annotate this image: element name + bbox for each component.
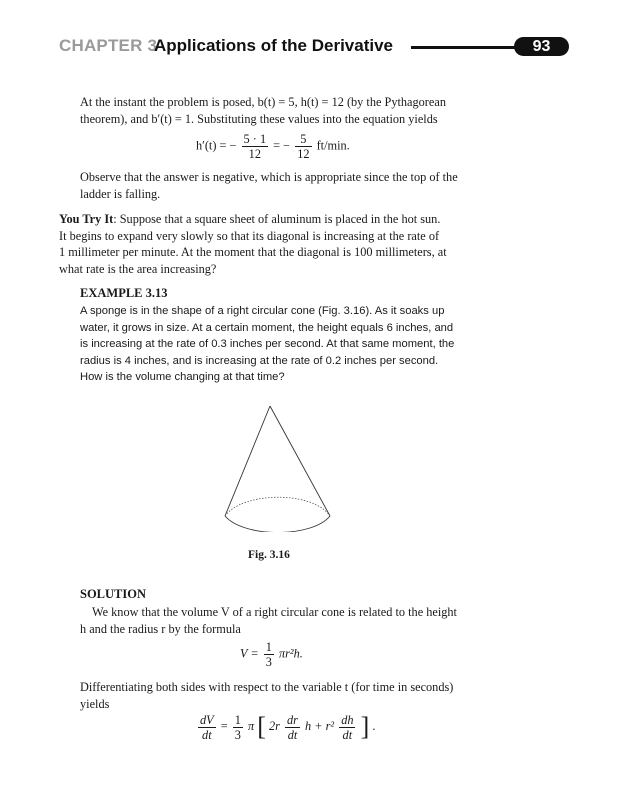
eq1-den1: 12	[242, 146, 269, 161]
eq3-two-r: 2r	[269, 718, 280, 733]
example-line-1: A sponge is in the shape of a right circular cone (Fig. 3.16). As it soaks up	[80, 305, 445, 317]
eq3-num-one: 1	[234, 712, 241, 727]
example-line-3: is increasing at the rate of 0.3 inches per second. At that same moment, the	[80, 338, 455, 350]
eq1-mid: = −	[273, 138, 291, 153]
observe-line-2: ladder is falling.	[80, 186, 161, 201]
eq3-den-three: 3	[234, 727, 241, 742]
eq2-den: 3	[265, 655, 272, 669]
example-line-2: water, it grows in size. At a certain moment, the height equals 6 inches, and	[80, 321, 454, 334]
solution-line-1: We know that the volume V of a right circular cone is related to the height	[92, 605, 457, 619]
diff-line-1: Differentiating both sides with respect to the variable t (for time in seconds)	[80, 680, 454, 694]
eq1-unit: ft/min.	[316, 138, 350, 153]
intro-line-2: theorem), and b′(t) = 1. Substituting these values into the equation yields	[80, 111, 438, 126]
eq3-end: .	[372, 718, 376, 733]
observe-line-1: Observe that the answer is negative, which is appropriate since the top of the	[80, 170, 458, 184]
observe-paragraph	[80, 169, 496, 202]
example-heading: EXAMPLE 3.13	[80, 286, 168, 300]
example-paragraph	[80, 303, 476, 386]
equation-derivative	[196, 712, 375, 742]
solution-line-2: h and the radius r by the formula	[80, 621, 241, 636]
you-try-label: You Try It	[59, 212, 114, 226]
cone-left-edge	[225, 406, 270, 516]
eq1-num2: 5	[300, 132, 307, 146]
eq1-fraction-1	[242, 132, 269, 161]
eq1-den2: 12	[297, 147, 310, 161]
figure-caption: Fig. 3.16	[248, 549, 290, 561]
eq3-dv-dt	[198, 713, 216, 742]
eq3-den-dt: dt	[198, 727, 216, 742]
eq3-h-plus: h + r²	[305, 718, 335, 733]
page-header	[59, 36, 569, 60]
eq3-den-dt3: dt	[339, 727, 355, 742]
cone-base-back	[225, 497, 330, 516]
page-number: 93	[514, 37, 569, 56]
eq3-num-dv: dV	[200, 712, 214, 727]
example-line-4: radius is 4 inches, and is increasing at the rate of 0.2 inches per second.	[80, 354, 439, 367]
cone-base-front	[225, 516, 330, 532]
eq2-rhs: πr²h.	[278, 646, 303, 661]
you-try-line-1	[59, 211, 496, 228]
equation-h-prime	[196, 132, 350, 161]
eq2-fraction	[264, 640, 274, 669]
example-line-5: How is the volume changing at that time?	[80, 371, 285, 383]
eq1-lhs: h′(t) = −	[196, 138, 237, 153]
diff-line-2: yields	[80, 696, 110, 711]
you-try-line-4: what rate is the area increasing?	[59, 261, 217, 276]
eq2-lhs: V =	[240, 646, 259, 661]
eq3-dh-dt	[339, 713, 355, 742]
chapter-label: CHAPTER 3	[59, 36, 158, 55]
eq1-num1: 5 · 1	[243, 132, 267, 146]
eq3-open-bracket: [	[257, 712, 266, 741]
eq3-equals: =	[220, 718, 228, 733]
intro-paragraph	[80, 94, 496, 127]
you-try-it-paragraph	[59, 211, 496, 277]
equation-volume	[240, 640, 303, 669]
header-rule	[411, 46, 521, 49]
eq3-close-bracket: ]	[360, 712, 370, 741]
chapter-title: Applications of the Derivative	[154, 36, 393, 55]
eq3-dr-dt	[285, 713, 300, 742]
differentiate-paragraph	[80, 679, 496, 712]
solution-paragraph	[80, 604, 496, 637]
you-try-line-3: 1 millimeter per minute. At the moment that the diagonal is 100 millimeters, at	[59, 245, 447, 259]
eq3-one-third	[233, 713, 243, 742]
you-try-line-1-text: : Suppose that a square sheet of aluminum is placed in the hot sun.	[113, 212, 441, 226]
eq2-num: 1	[265, 640, 272, 654]
solution-heading: SOLUTION	[80, 587, 146, 601]
eq1-fraction-2	[295, 132, 311, 161]
intro-line-1: At the instant the problem is posed, b(t) = 5, h(t) = 12 (by the Pythagorean	[80, 95, 446, 109]
eq3-num-dh: dh	[341, 712, 354, 727]
eq3-num-dr: dr	[287, 712, 298, 727]
cone-right-edge	[270, 406, 330, 516]
cone-figure	[222, 404, 334, 532]
eq3-den-dt2: dt	[285, 727, 300, 742]
you-try-line-2: It begins to expand very slowly so that its diagonal is increasing at the rate of	[59, 228, 440, 243]
eq3-pi: π	[248, 718, 255, 733]
